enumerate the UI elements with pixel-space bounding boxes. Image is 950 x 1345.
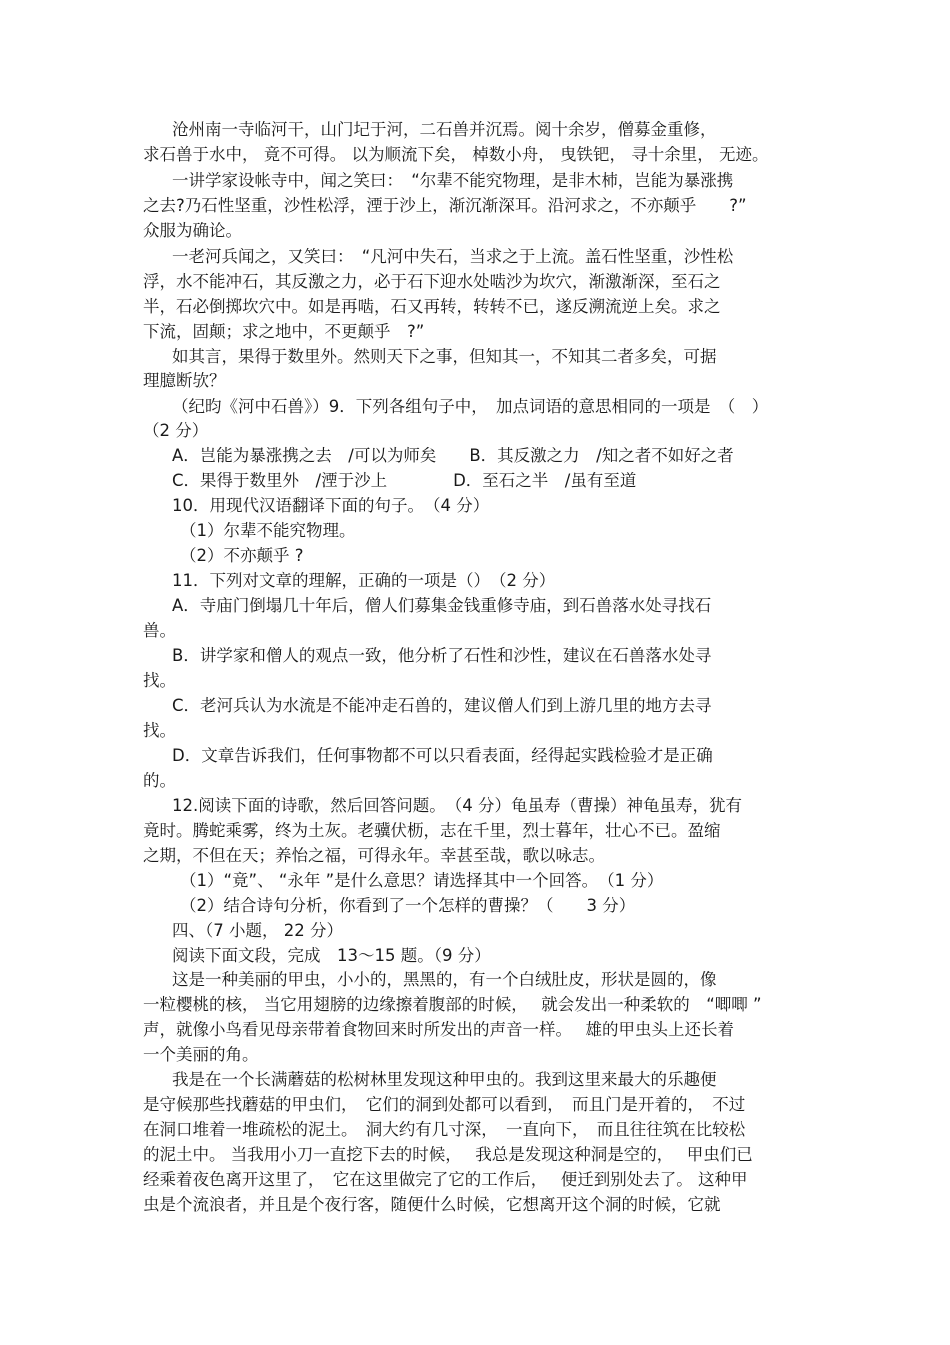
text-line: 找。: [143, 721, 176, 740]
text-line: 之去?乃石性坚重，沙性松浮，湮于沙上，渐沉渐深耳。沿河求之，不亦颠乎 ?”: [143, 196, 747, 215]
question-12: 12.阅读下面的诗歌，然后回答问题。 （4 分）龟虽寿（曹操）神龟虽寿，犹有: [172, 796, 742, 815]
text-line: 我是在一个长满蘑菇的松树林里发现这种甲虫的。我到这里来最大的乐趣便: [172, 1070, 717, 1089]
section-heading: 四、（7 小题， 22 分）: [172, 921, 343, 940]
text-line: 的。: [143, 771, 176, 790]
text-line: 下流，固颠；求之地中，不更颠乎 ?”: [143, 322, 425, 341]
text-line: 阅读下面文段，完成 13～15 题。（9 分）: [172, 946, 491, 965]
text-line: 求石兽于水中， 竟不可得。 以为顺流下矣， 棹数小舟， 曳铁钯， 寻十余里， 无迹。: [143, 145, 769, 164]
text-line: 一老河兵闻之，又笑曰： “凡河中失石，当求之于上流。盖石性坚重，沙性松: [172, 247, 734, 266]
text-line: 浮，水不能冲石，其反激之力，必于石下迎水处啮沙为坎穴，渐激渐深，至石之: [143, 272, 721, 291]
text-line: （2 分）: [143, 421, 209, 440]
option-line: B．讲学家和僧人的观点一致，他分析了石性和沙性，建议在石兽落水处寻: [172, 646, 712, 665]
question-10: 10．用现代汉语翻译下面的句子。 （4 分）: [172, 496, 490, 515]
question-11: 11．下列对文章的理解，正确的一项是（） （2 分）: [172, 571, 556, 590]
text-line: 是守候那些找蘑菇的甲虫们， 它们的洞到处都可以看到， 而且门是开着的， 不过: [143, 1095, 746, 1114]
text-line: （1）“竟”、 “永年 ”是什么意思？请选择其中一个回答。 （1 分）: [180, 871, 664, 890]
text-line: 找。: [143, 671, 176, 690]
text-line: 这是一种美丽的甲虫，小小的，黑黑的，有一个白绒肚皮，形状是圆的，像: [172, 970, 717, 989]
option-line: D．文章告诉我们，任何事物都不可以只看表面，经得起实践检验才是正确: [172, 746, 713, 765]
text-line: （1）尔辈不能究物理。: [180, 521, 356, 540]
text-line: 在洞口堆着一堆疏松的泥土。 洞大约有几寸深， 一直向下， 而且往往筑在比较松: [143, 1120, 746, 1139]
text-line: 沧州南一寺临河干，山门圮于河，二石兽并沉焉。阅十余岁，僧募金重修，: [172, 120, 717, 139]
text-line: 兽。: [143, 621, 176, 640]
text-line: 一讲学家设帐寺中，闻之笑曰： “尔辈不能究物理，是非木杮，岂能为暴涨携: [172, 171, 734, 190]
text-line: 的泥土中。 当我用小刀一直挖下去的时候， 我总是发现这种洞是空的， 甲虫们已: [143, 1145, 753, 1164]
text-line: 如其言，果得于数里外。然则天下之事，但知其一，不知其二者多矣，可据: [172, 347, 717, 366]
question-9: （纪昀《河中石兽》）9．下列各组句子中， 加点词语的意思相同的一项是 （ ）: [172, 397, 769, 416]
text-line: 众服为确论。: [143, 221, 242, 240]
text-line: 一粒樱桃的核， 当它用翅膀的边缘擦着腹部的时候， 就会发出一种柔软的 “唧唧 ”: [143, 995, 762, 1014]
option-line: C．老河兵认为水流是不能冲走石兽的，建议僧人们到上游几里的地方去寻: [172, 696, 712, 715]
text-line: 虫是个流浪者，并且是个夜行客，随便什么时候，它想离开这个洞的时候，它就: [143, 1195, 721, 1214]
text-line: 声，就像小鸟看见母亲带着食物回来时所发出的声音一样。 雄的甲虫头上还长着: [143, 1020, 734, 1039]
option-line: C．果得于数里外 /湮于沙上 D．至石之半 /虽有至道: [172, 471, 637, 490]
text-line: 经乘着夜色离开这里了， 它在这里做完了它的工作后， 便迁到别处去了。 这种甲: [143, 1170, 748, 1189]
option-line: A．岂能为暴涨携之去 /可以为师矣 B．其反激之力 /知之者不如好之者: [172, 446, 734, 465]
text-line: 竟时。腾蛇乘雾，终为土灰。老骥伏枥，志在千里，烈士暮年，壮心不已。盈缩: [143, 821, 721, 840]
text-line: 之期，不但在天；养怡之福，可得永年。幸甚至哉，歌以咏志。: [143, 846, 605, 865]
text-line: 一个美丽的角。: [143, 1045, 259, 1064]
text-line: 理臆断欤？: [143, 371, 226, 390]
text-line: （2）结合诗句分析，你看到了一个怎样的曹操？（ 3 分）: [180, 896, 636, 915]
option-line: A．寺庙门倒塌几十年后，僧人们募集金钱重修寺庙，到石兽落水处寻找石: [172, 596, 712, 615]
text-line: 半，石必倒掷坎穴中。如是再啮，石又再转，转转不已，遂反溯流逆上矣。求之: [143, 297, 721, 316]
text-line: （2）不亦颠乎 ?: [180, 546, 304, 565]
